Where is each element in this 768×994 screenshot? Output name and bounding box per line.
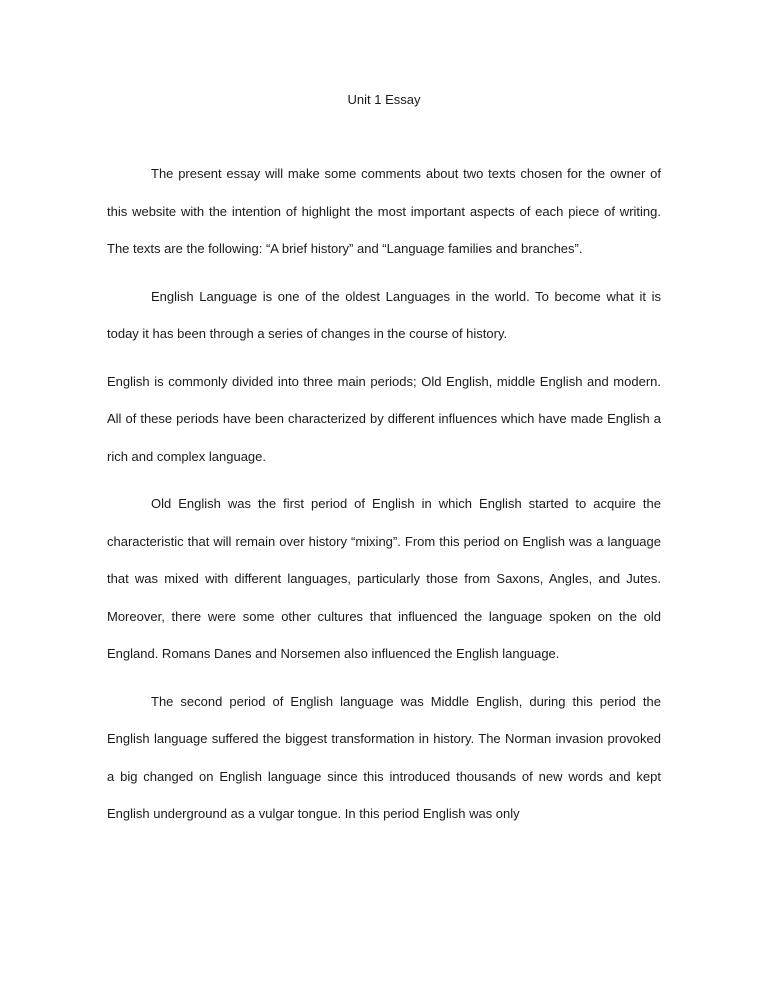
document-page bbox=[107, 90, 661, 833]
paragraph-middle-english: The second period of English language was Middle English, during this period the English language suffered the biggest transformation in history. The Norman invasion provoked a big changed on English language since this introduced thousands of new words and kept English underground as a vulgar tongue. In this period English was only bbox=[107, 693, 661, 821]
paragraph-intro: The present essay will make some comments about two texts chosen for the owner of this website with the intention of highlight the most important aspects of each piece of writing. The texts are the following: “A brief history” and “Language families and branches”. bbox=[107, 166, 661, 256]
paragraph-three-periods: English is commonly divided into three main periods; Old English, middle English and modern. All of these periods have been characterized by different influences which have made English a rich and complex language. bbox=[107, 373, 661, 464]
essay-title: Unit 1 Essay bbox=[347, 92, 421, 107]
paragraph-english-language: English Language is one of the oldest Languages in the world. To become what it is today it has been through a series of changes in the course of history. bbox=[107, 288, 661, 341]
paragraph-old-english: Old English was the first period of English in which English started to acquire the characteristic that will remain over history “mixing”. From this period on English was a language that was mixed with different languages, particularly those from Saxons, Angles, and Jutes. Moreover, there were some other cultures that influenced the language spoken on the old England. Romans Danes and Norsemen also influenced the English language. bbox=[107, 496, 661, 661]
